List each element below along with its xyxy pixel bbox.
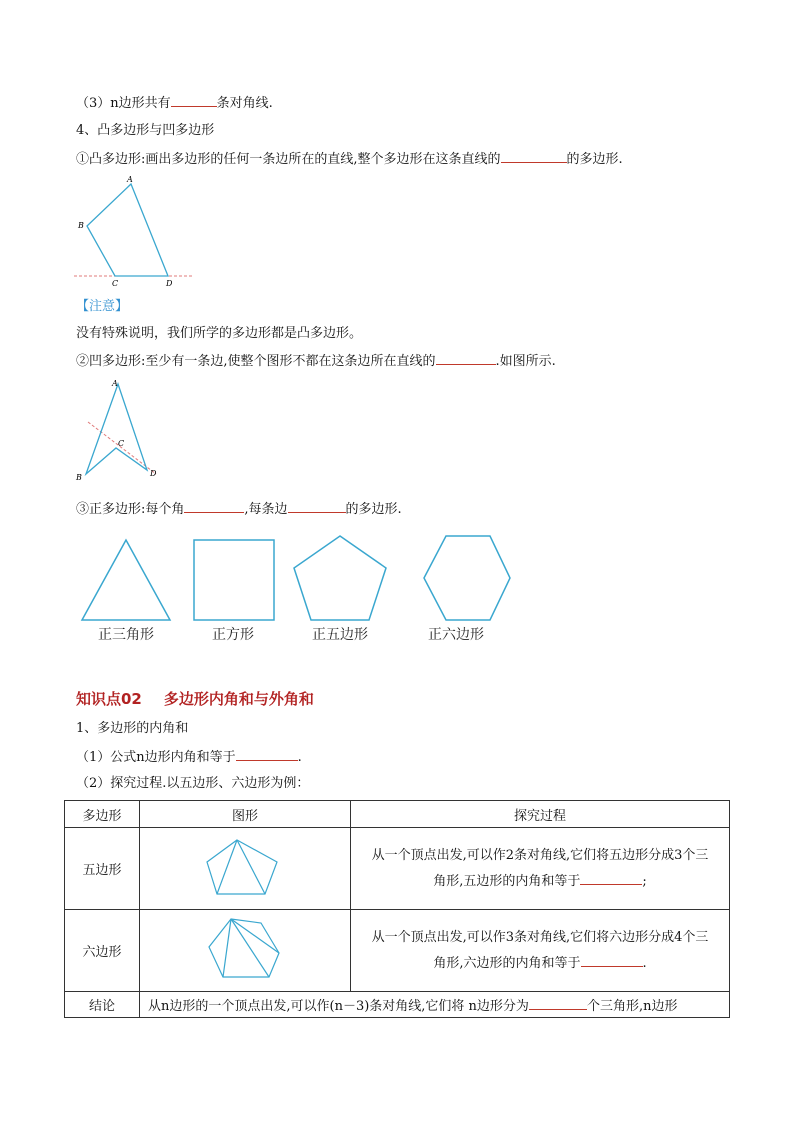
knowledge-title: 多边形内角和与外角和 (163, 690, 314, 708)
regular-hexagon (424, 536, 510, 620)
process-text: 从一个顶点出发,可以作3条对角线,它们将六边形分成4个三 (371, 929, 709, 945)
header-figure: 图形 (140, 801, 351, 828)
vertex-label-a: A (112, 379, 118, 388)
process-line: （2）探究过程.以五边形、六边形为例： (76, 776, 310, 791)
conclusion-text: 从n边形的一个顶点出发,可以作(n－3)条对角线,它们将 n边形分为 (148, 999, 529, 1014)
vertex-label-d: D (150, 469, 157, 478)
regular-triangle (82, 540, 170, 620)
note-tag: 【注意】 (76, 299, 129, 314)
regular-text-mid: ,每条边 (244, 502, 288, 517)
row-name: 六边形 (65, 910, 140, 992)
process-text-end: ; (642, 873, 647, 889)
regular-square (194, 540, 274, 620)
header-process: 探究过程 (351, 801, 730, 828)
process-text: 角形,五边形的内角和等于 (433, 873, 581, 889)
fill-blank[interactable] (501, 150, 567, 163)
pentagon-process-cell (351, 828, 730, 910)
diagonal-line (217, 840, 237, 894)
vertex-label-c: C (112, 279, 119, 288)
regular-polygon-definition (76, 500, 402, 519)
convex-text-end: 的多边形. (566, 152, 623, 167)
quadrilateral-abcd (87, 184, 168, 276)
concave-definition (76, 352, 556, 371)
process-text-end: . (642, 955, 647, 971)
label-regular-pentagon: 正五边形 (312, 627, 368, 643)
table-row (65, 910, 730, 992)
hexagon-diagonals-figure (207, 917, 283, 981)
hexagon-figure-cell (140, 910, 351, 992)
vertex-label-d: D (166, 279, 173, 288)
label-regular-square: 正方形 (212, 627, 254, 643)
formula-text-end: . (297, 750, 302, 765)
process-text-line2 (357, 951, 723, 977)
diagonal-count-line (76, 94, 273, 113)
process-text: 角形,六边形的内角和等于 (433, 955, 581, 971)
note-text: 没有特殊说明，我们所学的多边形都是凸多边形。 (76, 326, 363, 341)
table-header-row (65, 801, 730, 828)
interior-angle-title: 1、多边形的内角和 (76, 721, 189, 736)
pentagon-diagonals-figure (205, 836, 285, 898)
knowledge-point-heading (76, 688, 314, 709)
vertex-label-b: B (78, 221, 84, 230)
fill-blank[interactable] (436, 352, 496, 365)
concave-text: ②凹多边形:至少有一条边,使整个图形不都在这条边所在直线的 (76, 354, 436, 369)
fill-blank[interactable] (184, 500, 244, 513)
diagonal-line (231, 919, 279, 953)
conclusion-label: 结论 (65, 992, 140, 1018)
fill-blank[interactable] (529, 997, 587, 1010)
process-text: 从一个顶点出发,可以作2条对角线,它们将五边形分成3个三 (371, 847, 709, 863)
fill-blank[interactable] (171, 94, 217, 107)
regular-pentagon (294, 536, 386, 620)
knowledge-tag: 知识点02 (76, 690, 142, 708)
row-name: 五边形 (65, 828, 140, 910)
hexagon-process-cell (351, 910, 730, 992)
conclusion-row (65, 992, 730, 1018)
pentagon-figure-cell (140, 828, 351, 910)
pentagon-shape (207, 840, 277, 894)
fill-blank[interactable] (580, 872, 642, 885)
convex-quadrilateral-figure (70, 172, 200, 290)
formula-text: （1）公式n边形内角和等于 (76, 750, 236, 765)
regular-text-end: 的多边形. (345, 502, 402, 517)
diagonal-text: （3）n边形共有 (76, 96, 171, 111)
conclusion-cell (140, 992, 730, 1018)
exploration-table (64, 800, 730, 1018)
header-polygon: 多边形 (65, 801, 140, 828)
fill-blank[interactable] (288, 500, 346, 513)
label-regular-hexagon: 正六边形 (428, 627, 484, 643)
regular-text: ③正多边形:每个角 (76, 502, 185, 517)
convex-definition (76, 150, 623, 169)
concave-text-end: .如图所示. (495, 354, 556, 369)
process-text-line2 (357, 869, 723, 895)
concave-quadrilateral-figure (72, 374, 172, 486)
vertex-label-b: B (76, 473, 82, 482)
diagonal-text-end: 条对角线. (216, 96, 273, 111)
vertex-label-a: A (127, 175, 133, 184)
fill-blank[interactable] (236, 748, 298, 761)
label-regular-triangle: 正三角形 (98, 627, 154, 643)
fill-blank[interactable] (581, 954, 643, 967)
regular-polygons-figure (76, 532, 516, 624)
vertex-label-c: C (118, 439, 125, 448)
table-row (65, 828, 730, 910)
formula-line (76, 748, 302, 767)
section-4-title: 4、凸多边形与凹多边形 (76, 123, 215, 138)
conclusion-text-end: 个三角形,n边形 (586, 999, 678, 1014)
convex-text: ①凸多边形:画出多边形的任何一条边所在的直线,整个多边形在这条直线的 (76, 152, 501, 167)
